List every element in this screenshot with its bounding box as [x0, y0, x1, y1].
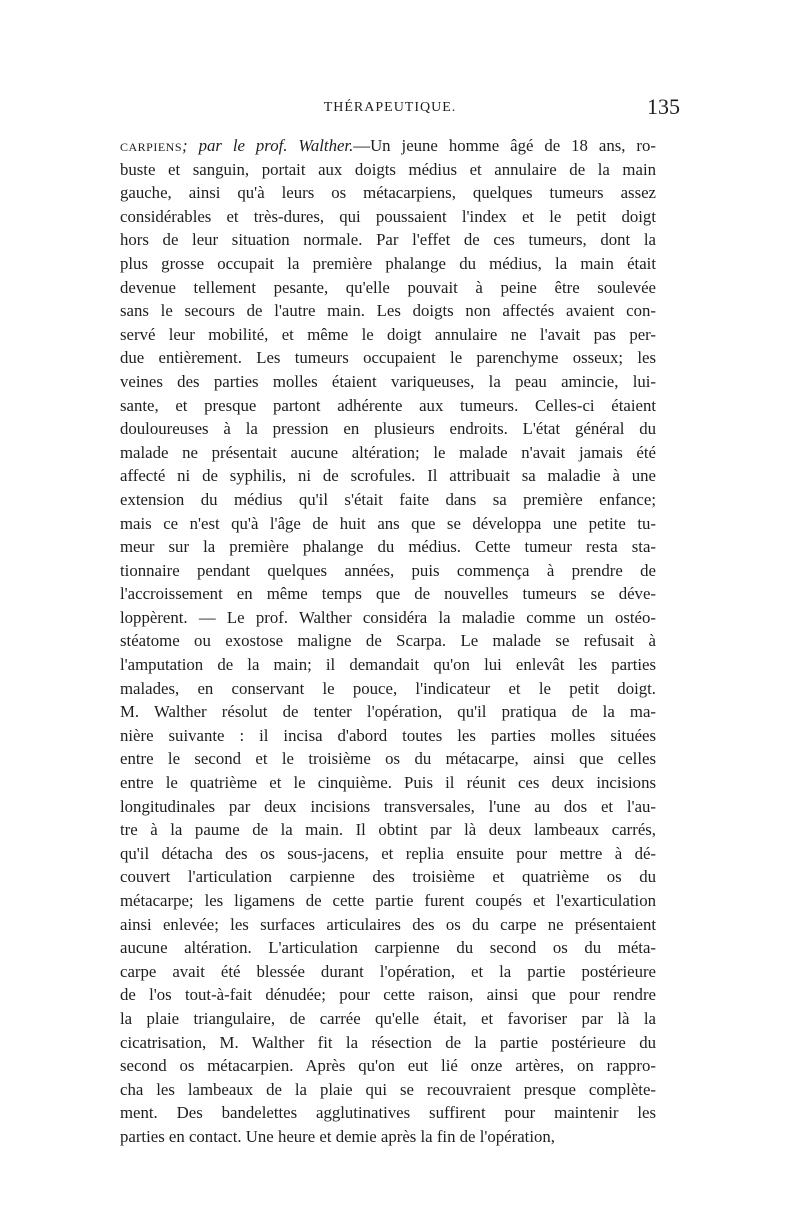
text-line: tionnaire pendant quelques années, puis commença à prendre de — [120, 560, 656, 580]
body-text — [120, 134, 656, 1149]
text-line: de l'os tout-à-fait dénudée; pour cette raison, ainsi que pour rendre — [120, 985, 656, 1005]
text-line: métacarpe; les ligamens de cette partie furent coupés et l'exarticulation — [120, 891, 656, 910]
text-line: douloureuses à la pression en plusieurs endroits. L'état général du — [120, 419, 656, 439]
page-header — [100, 94, 680, 124]
text-line: loppèrent. — Le prof. Walther considéra la maladie comme un ostéo- — [120, 607, 656, 627]
text-line: ment. Des bandelettes agglutinatives suffirent pour maintenir les — [120, 1103, 656, 1123]
text-line: malade ne présentait aucune altération; le malade n'avait jamais été — [120, 442, 656, 462]
text-line: meur sur la première phalange du médius. Cette tumeur resta sta- — [120, 537, 656, 557]
text-line: la plaie triangulaire, de carrée qu'elle était, et favoriser par là la — [120, 1008, 656, 1028]
text-line: carpe avait été blessée durant l'opération, et la partie postérieure — [120, 961, 656, 981]
text-line: cha les lambeaux de la plaie qui se recouvraient presque complète- — [120, 1079, 656, 1099]
text-line: due entièrement. Les tumeurs occupaient le parenchyme osseux; les — [120, 348, 656, 368]
text-line: servé leur mobilité, et même le doigt annulaire ne l'avait pas per- — [120, 324, 656, 344]
section-keyword: CARPIENS — [120, 140, 183, 154]
running-title: THÉRAPEUTIQUE. — [323, 100, 457, 115]
text-line: second os métacarpien. Après qu'on eut lié onze artères, on rappro- — [120, 1056, 656, 1076]
text-line: affecté ni de syphilis, ni de scrofules. Il attribuait sa maladie à une — [120, 466, 656, 486]
text-line: tre à la paume de la main. Il obtint par là deux lambeaux carrés, — [120, 820, 656, 840]
text-line: buste et sanguin, portait aux doigts médius et annulaire de la main — [120, 159, 656, 179]
text-line: sans le secours de l'autre main. Les doigts non affectés avaient con- — [120, 301, 656, 321]
text-line: stéatome ou exostose maligne de Scarpa. Le malade se refusait à — [120, 631, 656, 651]
text-line: cicatrisation, M. Walther fit la résection de la partie postérieure du — [120, 1032, 656, 1052]
text-line-first — [120, 134, 656, 158]
text-line: veines des parties molles étaient variqueuses, la peau amincie, lui- — [120, 371, 656, 391]
page-number: 135 — [647, 94, 680, 119]
text-line: extension du médius qu'il s'était faite dans sa première enfance; — [120, 489, 656, 509]
text-line: M. Walther résolut de tenter l'opération, qu'il pratiqua de la ma- — [120, 702, 656, 722]
text-line: devenue tellement pesante, qu'elle pouvait à peine être soulevée — [120, 277, 656, 297]
text-line: l'accroissement en même temps que de nouvelles tumeurs se déve- — [120, 584, 656, 604]
author-attribution: ; par le prof. Walther. — [182, 136, 354, 155]
text-line: parties en contact. Une heure et demie après la fin de l'opération, — [120, 1126, 555, 1146]
text-line: sante, et presque partont adhérente aux tumeurs. Celles-ci étaient — [120, 395, 656, 415]
text-line: l'amputation de la main; il demandait qu'on lui enlevât les parties — [120, 655, 656, 675]
text-line: ainsi enlevée; les surfaces articulaires des os du carpe ne présentaient — [120, 914, 656, 934]
text-line: gauche, ainsi qu'à leurs os métacarpiens, quelques tumeurs assez — [120, 183, 656, 203]
text-line: entre le second et le troisième os du métacarpe, ainsi que celles — [120, 749, 656, 769]
text-line: mais ce n'est qu'à l'âge de huit ans que se développa une petite tu- — [120, 513, 656, 533]
text-line: considérables et très-dures, qui poussaient l'index et le petit doigt — [120, 206, 656, 226]
text-line: couvert l'articulation carpienne des troisième et quatrième os du — [120, 867, 656, 887]
text-line: malades, en conservant le pouce, l'indicateur et le petit doigt. — [120, 678, 656, 698]
text-line: plus grosse occupait la première phalange du médius, la main était — [120, 253, 656, 273]
first-line-rest: —Un jeune homme âgé de 18 ans, ro- — [353, 136, 656, 155]
text-line: aucune altération. L'articulation carpienne du second os du méta- — [120, 938, 656, 958]
text-line: entre le quatrième et le cinquième. Puis il réunit ces deux incisions — [120, 773, 656, 793]
text-line: hors de leur situation normale. Par l'effet de ces tumeurs, dont la — [120, 230, 656, 250]
text-line: nière suivante : il incisa d'abord toutes les parties molles situées — [120, 725, 656, 745]
text-line: longitudinales par deux incisions transversales, l'une au dos et l'au- — [120, 796, 656, 816]
text-line: qu'il détacha des os sous-jacens, et replia ensuite pour mettre à dé- — [120, 843, 656, 863]
